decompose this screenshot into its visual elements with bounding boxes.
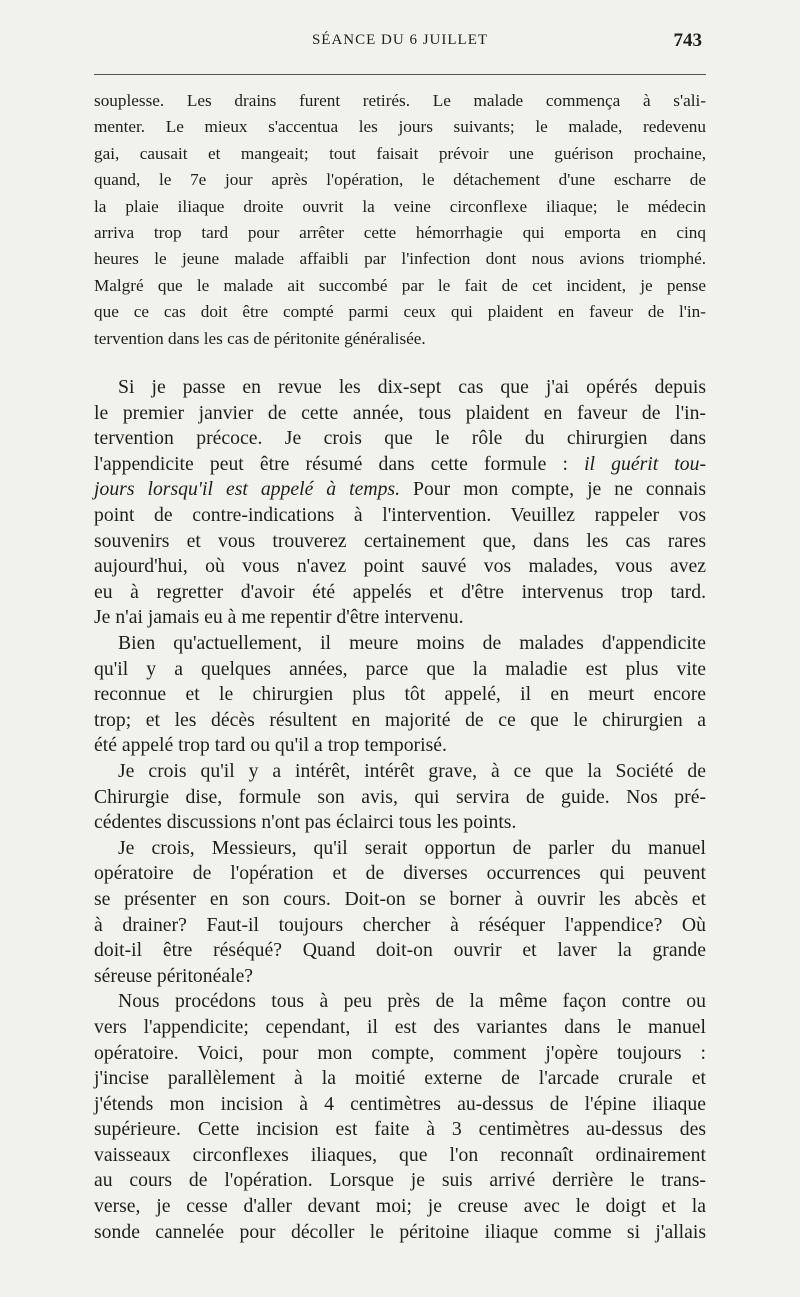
text-line: la plaie iliaque droite ouvrit la veine circonflexe iliaque; le médecin [94, 196, 706, 216]
text-line: reconnue et le chirurgien plus tôt appelé, il en meurt encore [94, 683, 706, 706]
text-line: souplesse. Les drains furent retirés. Le malade commença à s'ali- [94, 91, 706, 110]
text-line: j'incise parallèlement à la moitié externe de l'arcade crurale et [94, 1067, 706, 1090]
text-line: se présenter en son cours. Doit-on se borner à ouvrir les abcès et [94, 887, 706, 910]
paragraph-4 [94, 759, 706, 836]
text-line [94, 452, 706, 478]
text-line: quand, le 7e jour après l'opération, le détachement d'une escharre de [94, 170, 706, 190]
paragraph-6 [94, 989, 706, 1245]
text-line: séreuse péritonéale? [94, 964, 254, 987]
text-line: Chirurgie dise, formule son avis, qui servira de guide. Nos pré- [94, 785, 706, 808]
text-line: Si je passe en revue les dix-sept cas que j'ai opérés depuis [118, 376, 706, 399]
text-line: heures le jeune malade affaibli par l'infection dont nous avions triomphé. [94, 249, 706, 269]
text-fragment: l'appendicite peut être résumé dans cette formule : [94, 452, 568, 475]
text-line: opératoire. Voici, pour mon compte, comment j'opère toujours : [94, 1041, 706, 1064]
text-fragment: Pour mon compte, je ne connais [413, 478, 706, 501]
text-line [94, 477, 706, 503]
running-title: SÉANCE DU 6 JUILLET [311, 32, 489, 48]
text-line: Je n'ai jamais eu à me repentir d'être intervenu. [94, 606, 464, 629]
text-line: tervention dans les cas de péritonite généralisée. [94, 328, 426, 348]
text-line: point de contre-indications à l'intervention. Veuillez rappeler vos [94, 504, 706, 527]
text-line: eu à regretter d'avoir été appelés et d'être intervenus trop tard. [94, 580, 706, 603]
italic-phrase: il guérit tou- [584, 452, 707, 475]
text-line: cédentes discussions n'ont pas éclairci tous les points. [94, 811, 517, 834]
text-line: souvenirs et vous trouverez certainement que, dans les cas rares [94, 529, 706, 552]
text-line: qu'il y a quelques années, parce que la maladie est plus vite [94, 657, 706, 680]
text-line: à drainer? Faut-il toujours chercher à réséquer l'appendice? Où [94, 913, 706, 936]
text-line: arriva trop tard pour arrêter cette hémorrhagie qui emporta en cinq [94, 223, 706, 243]
text-line: menter. Le mieux s'accentua les jours suivants; le malade, redevenu [94, 117, 706, 137]
paragraph-2 [94, 375, 706, 631]
italic-phrase: jours lorsqu'il est appelé à temps. [94, 478, 400, 501]
text-line: Je crois, Messieurs, qu'il serait opportun de parler du manuel [118, 836, 706, 859]
paragraph-1 [94, 88, 706, 352]
body-text [94, 88, 706, 1245]
text-line: Je crois qu'il y a intérêt, intérêt grave, à ce que la Société de [118, 759, 706, 782]
text-line: opératoire de l'opération et de diverses occurrences qui peuvent [94, 862, 706, 885]
running-header [94, 28, 706, 62]
text-line: au cours de l'opération. Lorsque je suis arrivé derrière le trans- [94, 1169, 706, 1192]
text-line: Malgré que le malade ait succombé par le fait de cet incident, je pense [94, 275, 706, 295]
text-line: j'étends mon incision à 4 centimètres au-dessus de l'épine iliaque [94, 1092, 706, 1115]
text-line: Bien qu'actuellement, il meure moins de malades d'appendicite [118, 632, 706, 654]
text-line: Nous procédons tous à peu près de la même façon contre ou [118, 990, 706, 1013]
text-line: tervention précoce. Je crois que le rôle du chirurgien dans [94, 427, 706, 450]
text-line: sonde cannelée pour décoller le péritoine iliaque comme si j'allais [94, 1220, 706, 1243]
text-line: été appelé trop tard ou qu'il a trop temporisé. [94, 734, 447, 757]
paragraph-3 [94, 631, 706, 759]
text-line: que ce cas doit être compté parmi ceux qui plaident en faveur de l'in- [94, 302, 706, 322]
header-rule [94, 74, 706, 75]
text-line: vaisseaux circonflexes iliaques, que l'on reconnaît ordinairement [94, 1143, 706, 1166]
text-line: trop; et les décès résultent en majorité de ce que le chirurgien a [94, 708, 706, 731]
text-line: doit-il être réséqué? Quand doit-on ouvrir et laver la grande [94, 939, 706, 962]
text-line: aujourd'hui, où vous n'avez point sauvé vos malades, vous avez [94, 555, 706, 578]
text-line: gai, causait et mangeait; tout faisait prévoir une guérison prochaine, [94, 143, 706, 163]
paragraph-5 [94, 836, 706, 990]
page-number: 743 [673, 30, 702, 51]
text-line: le premier janvier de cette année, tous plaident en faveur de l'in- [94, 401, 706, 424]
text-line: supérieure. Cette incision est faite à 3 centimètres au-dessus des [94, 1118, 706, 1141]
text-line: verse, je cesse d'aller devant moi; je creuse avec le doigt et la [94, 1195, 706, 1218]
text-line: vers l'appendicite; cependant, il est des variantes dans le manuel [94, 1015, 706, 1038]
